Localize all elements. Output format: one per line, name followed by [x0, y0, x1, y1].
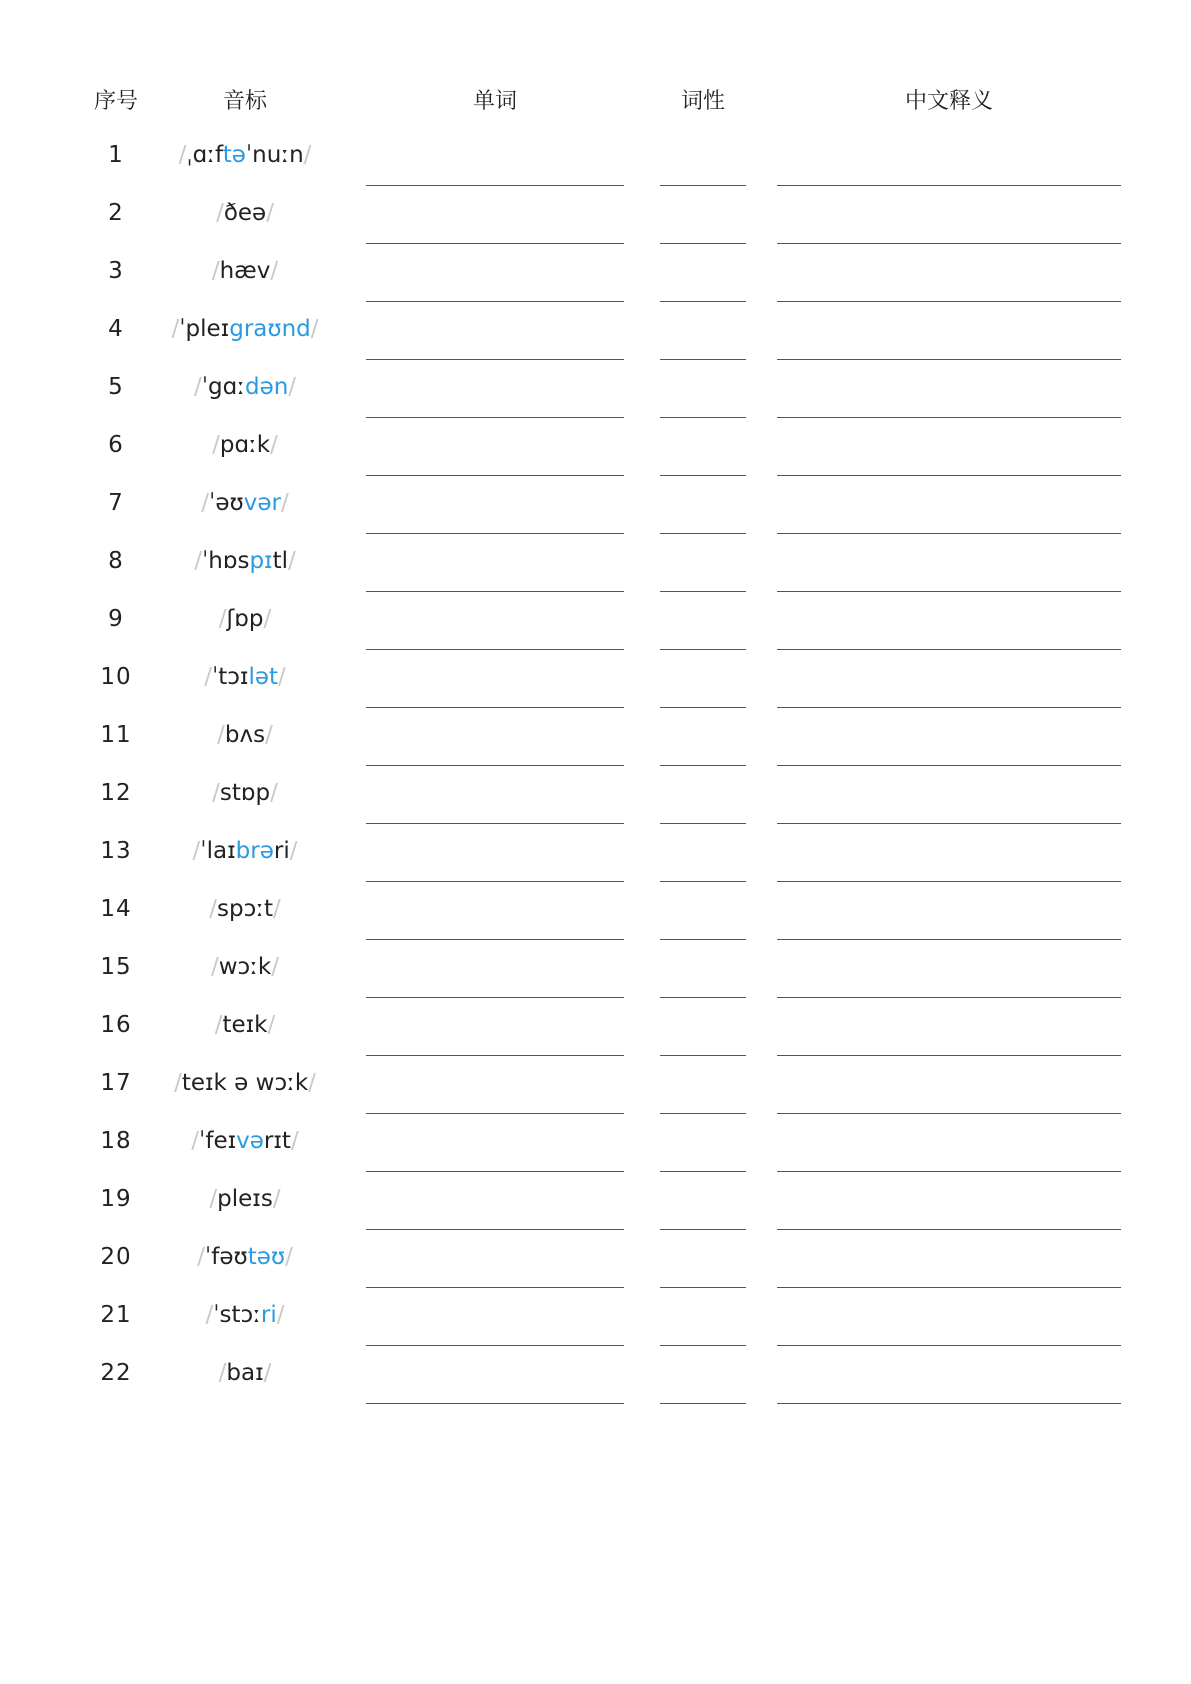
part-of-speech-answer-line[interactable] [660, 417, 746, 418]
phonetic-segment-highlighted: təʊ [247, 1244, 286, 1270]
meaning-answer-line[interactable] [777, 359, 1121, 360]
part-of-speech-answer-line[interactable] [660, 997, 746, 998]
phonetic-segment: stɒp [219, 780, 271, 806]
word-answer-line[interactable] [366, 765, 624, 766]
part-of-speech-answer-line[interactable] [660, 823, 746, 824]
row-number: 21 [100, 1302, 132, 1328]
slash-close: / [270, 432, 278, 458]
row-number: 17 [100, 1070, 132, 1096]
slash-close: / [310, 316, 319, 342]
table-row [0, 656, 1191, 714]
slash-open: / [209, 1186, 218, 1212]
table-row [0, 192, 1191, 250]
phonetic-transcription [160, 372, 330, 402]
phonetic-segment-highlighted: brə [235, 838, 274, 864]
table-row [0, 772, 1191, 830]
part-of-speech-answer-line[interactable] [660, 1171, 746, 1172]
phonetic-segment-highlighted: dən [244, 374, 289, 400]
slash-open: / [171, 316, 180, 342]
slash-open: / [174, 1070, 182, 1096]
row-number: 9 [108, 606, 124, 632]
word-answer-line[interactable] [366, 185, 624, 186]
table-row [0, 250, 1191, 308]
slash-open: / [212, 432, 220, 458]
row-number: 13 [100, 838, 132, 864]
row-number: 8 [108, 548, 124, 574]
phonetic-transcription [160, 662, 330, 692]
meaning-answer-line[interactable] [777, 1229, 1121, 1230]
table-header [0, 84, 1191, 120]
phonetic-transcription [160, 1358, 330, 1388]
phonetic-segment-highlighted: pɪ [249, 548, 273, 574]
phonetic-transcription [160, 1068, 330, 1098]
table-row [0, 946, 1191, 1004]
part-of-speech-answer-line[interactable] [660, 533, 746, 534]
word-answer-line[interactable] [366, 475, 624, 476]
phonetic-segment: pleɪs [217, 1186, 273, 1212]
slash-open: / [205, 1302, 214, 1328]
phonetic-transcription [160, 1242, 330, 1272]
meaning-answer-line[interactable] [777, 417, 1121, 418]
phonetic-segment: ˈfəʊ [204, 1244, 248, 1270]
meaning-answer-line[interactable] [777, 707, 1121, 708]
meaning-answer-line[interactable] [777, 1345, 1121, 1346]
part-of-speech-answer-line[interactable] [660, 939, 746, 940]
part-of-speech-answer-line[interactable] [660, 1287, 746, 1288]
slash-close: / [272, 896, 281, 922]
slash-close: / [303, 142, 312, 168]
phonetic-segment: hæv [219, 258, 271, 284]
phonetic-segment: ˈgɑː [201, 374, 245, 400]
part-of-speech-answer-line[interactable] [660, 1345, 746, 1346]
part-of-speech-answer-line[interactable] [660, 1403, 746, 1404]
slash-close: / [272, 1186, 281, 1212]
phonetic-segment: ˈhɒs [201, 548, 250, 574]
header-number: 序号 [93, 89, 138, 114]
phonetic-segment: ˌɑːf [186, 142, 223, 168]
meaning-answer-line[interactable] [777, 1171, 1121, 1172]
part-of-speech-answer-line[interactable] [660, 243, 746, 244]
row-number: 2 [108, 200, 124, 226]
part-of-speech-answer-line[interactable] [660, 1055, 746, 1056]
table-row [0, 1352, 1191, 1410]
slash-close: / [266, 200, 274, 226]
row-number: 1 [108, 142, 124, 168]
phonetic-segment: ˈlaɪ [200, 838, 236, 864]
slash-close: / [288, 374, 297, 400]
word-answer-line[interactable] [366, 881, 624, 882]
part-of-speech-answer-line[interactable] [660, 475, 746, 476]
phonetic-transcription [160, 314, 330, 344]
row-number: 19 [100, 1186, 132, 1212]
slash-open: / [197, 1244, 205, 1270]
phonetic-transcription [160, 1184, 330, 1214]
meaning-answer-line[interactable] [777, 475, 1121, 476]
slash-close: / [290, 1128, 299, 1154]
table-row [0, 424, 1191, 482]
slash-open: / [216, 200, 224, 226]
row-number: 11 [100, 722, 132, 748]
word-answer-line[interactable] [366, 359, 624, 360]
row-number: 7 [108, 490, 124, 516]
meaning-answer-line[interactable] [777, 243, 1121, 244]
slash-close: / [270, 780, 278, 806]
phonetic-segment: teɪk ə wɔːk [181, 1070, 309, 1096]
part-of-speech-answer-line[interactable] [660, 301, 746, 302]
word-answer-line[interactable] [366, 417, 624, 418]
meaning-answer-line[interactable] [777, 185, 1121, 186]
phonetic-segment-highlighted: ri [260, 1302, 277, 1328]
word-answer-line[interactable] [366, 533, 624, 534]
meaning-answer-line[interactable] [777, 1113, 1121, 1114]
phonetic-segment: wɔːk [218, 954, 272, 980]
phonetic-segment: ˈfeɪ [199, 1128, 237, 1154]
phonetic-transcription [160, 488, 330, 518]
meaning-answer-line[interactable] [777, 301, 1121, 302]
phonetic-segment: bʌs [224, 722, 266, 748]
slash-open: / [194, 548, 202, 574]
meaning-answer-line[interactable] [777, 1403, 1121, 1404]
word-answer-line[interactable] [366, 1403, 624, 1404]
table-row [0, 482, 1191, 540]
word-answer-line[interactable] [366, 649, 624, 650]
word-answer-line[interactable] [366, 1345, 624, 1346]
slash-close: / [289, 838, 298, 864]
phonetic-segment-highlighted: və [236, 1128, 264, 1154]
phonetic-transcription [160, 894, 330, 924]
meaning-answer-line[interactable] [777, 591, 1121, 592]
phonetic-segment: ðeə [223, 200, 267, 226]
table-row [0, 1178, 1191, 1236]
slash-open: / [178, 142, 187, 168]
part-of-speech-answer-line[interactable] [660, 1113, 746, 1114]
slash-close: / [288, 548, 296, 574]
phonetic-transcription [160, 604, 330, 634]
slash-close: / [285, 1244, 293, 1270]
table-row [0, 598, 1191, 656]
part-of-speech-answer-line[interactable] [660, 707, 746, 708]
phonetic-segment: teɪk [222, 1012, 268, 1038]
slash-close: / [280, 490, 289, 516]
slash-close: / [263, 606, 272, 632]
table-row [0, 1120, 1191, 1178]
slash-close: / [263, 1360, 272, 1386]
word-answer-line[interactable] [366, 1171, 624, 1172]
row-number: 20 [100, 1244, 132, 1270]
table-row [0, 540, 1191, 598]
row-number: 15 [100, 954, 132, 980]
table-row [0, 714, 1191, 772]
part-of-speech-answer-line[interactable] [660, 1229, 746, 1230]
row-number: 6 [108, 432, 124, 458]
phonetic-segment: pɑːk [219, 432, 271, 458]
meaning-answer-line[interactable] [777, 939, 1121, 940]
word-answer-line[interactable] [366, 591, 624, 592]
phonetic-transcription [160, 720, 330, 750]
slash-open: / [191, 1128, 200, 1154]
header-word: 单词 [472, 89, 517, 114]
phonetic-segment: ˈnuːn [245, 142, 304, 168]
table-row [0, 1062, 1191, 1120]
meaning-answer-line[interactable] [777, 881, 1121, 882]
phonetic-segment-highlighted: lət [248, 664, 279, 690]
slash-open: / [218, 1360, 227, 1386]
table-row [0, 888, 1191, 946]
phonetic-transcription [160, 256, 330, 286]
row-number: 12 [100, 780, 132, 806]
word-answer-line[interactable] [366, 997, 624, 998]
meaning-answer-line[interactable] [777, 1055, 1121, 1056]
phonetic-segment-highlighted: tə [222, 142, 246, 168]
slash-close: / [278, 664, 286, 690]
phonetic-transcription [160, 952, 330, 982]
header-chinese-meaning: 中文释义 [904, 89, 993, 114]
row-number: 5 [108, 374, 124, 400]
row-number: 4 [108, 316, 124, 342]
slash-close: / [265, 722, 273, 748]
row-number: 16 [100, 1012, 132, 1038]
phonetic-segment-highlighted: graʊnd [229, 316, 311, 342]
meaning-answer-line[interactable] [777, 823, 1121, 824]
phonetic-segment-highlighted: vər [243, 490, 281, 516]
phonetic-segment: ˈstɔː [213, 1302, 261, 1328]
slash-open: / [217, 722, 225, 748]
word-answer-line[interactable] [366, 1229, 624, 1230]
word-answer-line[interactable] [366, 823, 624, 824]
phonetic-transcription [160, 198, 330, 228]
header-part-of-speech: 词性 [680, 89, 725, 114]
table-row [0, 1236, 1191, 1294]
phonetic-transcription [160, 1010, 330, 1040]
slash-open: / [210, 954, 219, 980]
table-row [0, 830, 1191, 888]
phonetic-transcription [160, 546, 330, 576]
table-row [0, 1294, 1191, 1352]
part-of-speech-answer-line[interactable] [660, 185, 746, 186]
table-row [0, 366, 1191, 424]
phonetic-transcription [160, 778, 330, 808]
row-number: 14 [100, 896, 132, 922]
slash-open: / [201, 490, 210, 516]
phonetic-transcription [160, 836, 330, 866]
part-of-speech-answer-line[interactable] [660, 765, 746, 766]
phonetic-transcription [160, 1126, 330, 1156]
slash-open: / [193, 374, 202, 400]
slash-open: / [214, 1012, 223, 1038]
row-number: 10 [100, 664, 132, 690]
word-answer-line[interactable] [366, 1113, 624, 1114]
meaning-answer-line[interactable] [777, 649, 1121, 650]
part-of-speech-answer-line[interactable] [660, 591, 746, 592]
table-row [0, 308, 1191, 366]
slash-close: / [270, 258, 279, 284]
meaning-answer-line[interactable] [777, 533, 1121, 534]
table-row [0, 1004, 1191, 1062]
word-answer-line[interactable] [366, 301, 624, 302]
phonetic-segment: spɔːt [217, 896, 273, 922]
word-answer-line[interactable] [366, 939, 624, 940]
phonetic-transcription [160, 1300, 330, 1330]
header-phonetic: 音标 [222, 89, 267, 114]
phonetic-transcription [160, 140, 330, 170]
row-number: 3 [108, 258, 124, 284]
phonetic-segment: rɪt [263, 1128, 291, 1154]
slash-open: / [212, 780, 220, 806]
slash-open: / [218, 606, 227, 632]
meaning-answer-line[interactable] [777, 1287, 1121, 1288]
table-row [0, 134, 1191, 192]
slash-open: / [211, 258, 220, 284]
word-answer-line[interactable] [366, 1287, 624, 1288]
meaning-answer-line[interactable] [777, 997, 1121, 998]
row-number: 18 [100, 1128, 132, 1154]
slash-open: / [192, 838, 201, 864]
part-of-speech-answer-line[interactable] [660, 649, 746, 650]
word-answer-line[interactable] [366, 707, 624, 708]
phonetic-segment: ri [273, 838, 290, 864]
phonetic-segment: ˈpleɪ [179, 316, 230, 342]
meaning-answer-line[interactable] [777, 765, 1121, 766]
phonetic-segment: ˈəʊ [209, 490, 244, 516]
vocabulary-rows [0, 134, 1191, 1410]
slash-close: / [308, 1070, 316, 1096]
phonetic-segment: baɪ [226, 1360, 264, 1386]
word-answer-line[interactable] [366, 1055, 624, 1056]
phonetic-segment: tl [272, 548, 289, 574]
word-answer-line[interactable] [366, 243, 624, 244]
part-of-speech-answer-line[interactable] [660, 359, 746, 360]
slash-close: / [267, 1012, 276, 1038]
slash-open: / [209, 896, 217, 922]
slash-close: / [276, 1302, 285, 1328]
phonetic-transcription [160, 430, 330, 460]
slash-close: / [271, 954, 279, 980]
part-of-speech-answer-line[interactable] [660, 881, 746, 882]
phonetic-segment: ʃɒp [226, 606, 264, 632]
row-number: 22 [100, 1360, 132, 1386]
slash-open: / [204, 664, 212, 690]
phonetic-segment: ˈtɔɪ [211, 664, 249, 690]
